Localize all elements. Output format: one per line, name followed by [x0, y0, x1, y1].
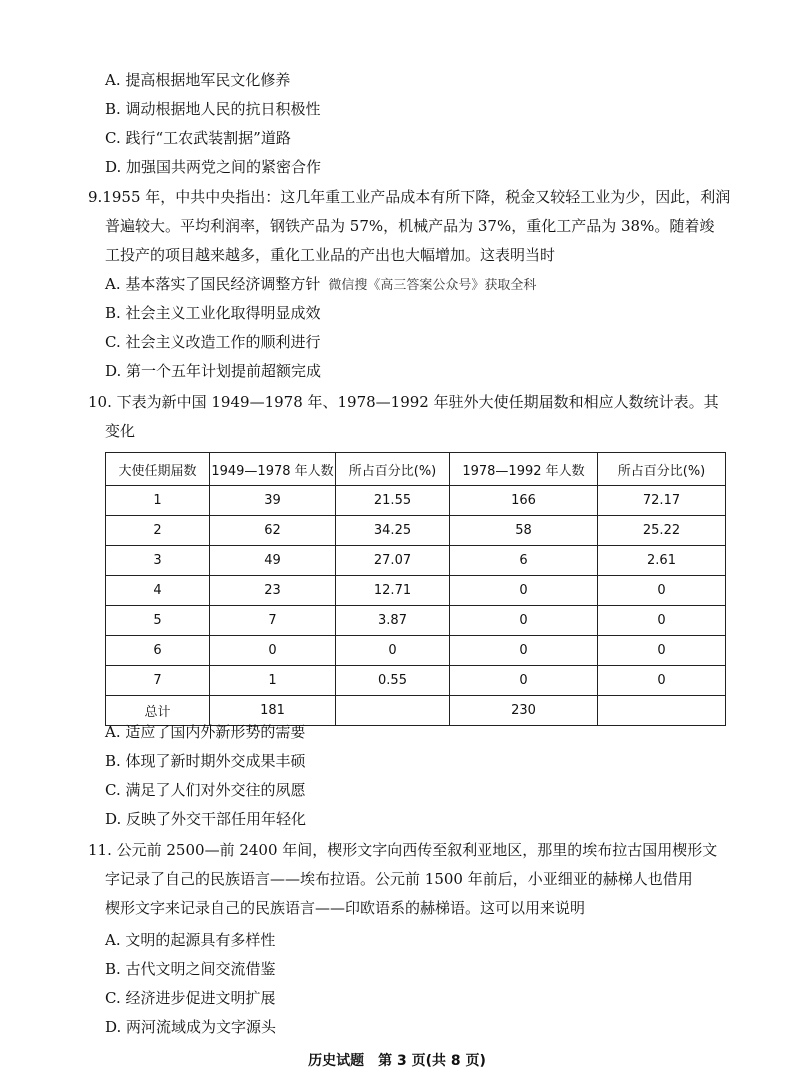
q8-option-b: B. 调动根据地人民的抗日积极性: [105, 100, 321, 118]
table-cell: 4: [106, 576, 210, 606]
table-row: [106, 576, 726, 606]
q9-option-a: A. 基本落实了国民经济调整方针: [105, 275, 321, 293]
page-footer: 历史试题 第 3 页(共 8 页): [308, 1053, 486, 1069]
table-row: [106, 636, 726, 666]
table-total-row: [106, 696, 726, 726]
q11-option-c: C. 经济进步促进文明扩展: [105, 989, 276, 1007]
q9-option-a-line: [105, 274, 536, 296]
q11-option-d: D. 两河流域成为文字源头: [105, 1018, 277, 1036]
table-cell: 166: [450, 486, 598, 516]
q11-option-a: A. 文明的起源具有多样性: [105, 931, 276, 949]
q8-option-c: C. 践行“工农武装割据”道路: [105, 129, 291, 147]
table-row: [106, 606, 726, 636]
ambassador-stats-table: [105, 452, 726, 726]
table-cell: 39: [210, 486, 336, 516]
q10-option-d: D. 反映了外交干部任用年轻化: [105, 810, 307, 828]
table-cell: 181: [210, 696, 336, 726]
q10-stem-line-1: 10. 下表为新中国 1949—1978 年、1978—1992 年驻外大使任期届数和相应人数统计表。其: [88, 393, 719, 411]
table-cell: 12.71: [336, 576, 450, 606]
table-cell: 0: [598, 576, 726, 606]
q9-stem-line-2: 普遍较大。平均利润率，钢铁产品为 57%，机械产品为 37%，重化工产品为 38%。随着竣: [105, 217, 715, 235]
table-cell: 3.87: [336, 606, 450, 636]
table-cell: 72.17: [598, 486, 726, 516]
table-header-cell: 1949—1978 年人数: [210, 453, 336, 486]
watermark-ad-text: 微信搜《高三答案公众号》获取全科: [328, 278, 537, 293]
table-header-cell: 所占百分比(%): [598, 453, 726, 486]
table-row: [106, 516, 726, 546]
table-cell: 总计: [106, 696, 210, 726]
table-cell: 34.25: [336, 516, 450, 546]
q8-option-a: A. 提高根据地军民文化修养: [105, 71, 291, 89]
table-cell: 7: [210, 606, 336, 636]
q11-option-b: B. 古代文明之间交流借鉴: [105, 960, 276, 978]
table-cell: 58: [450, 516, 598, 546]
table-header-cell: 所占百分比(%): [336, 453, 450, 486]
table-cell: 62: [210, 516, 336, 546]
table-cell: [598, 696, 726, 726]
table-cell: 2.61: [598, 546, 726, 576]
table-cell: 7: [106, 666, 210, 696]
q10-option-b: B. 体现了新时期外交成果丰硕: [105, 752, 306, 770]
table-cell: 23: [210, 576, 336, 606]
table-cell: 0: [598, 636, 726, 666]
table-cell: 0.55: [336, 666, 450, 696]
q11-stem-line-1: 11. 公元前 2500—前 2400 年间，楔形文字向西传至叙利亚地区，那里的埃布拉古国用楔形文: [88, 841, 718, 859]
table-header-row: [106, 453, 726, 486]
table-cell: 0: [450, 666, 598, 696]
table-cell: 1: [210, 666, 336, 696]
q11-stem-line-3: 楔形文字来记录自己的民族语言——印欧语系的赫梯语。这可以用来说明: [105, 899, 586, 917]
table-cell: 3: [106, 546, 210, 576]
q9-option-c: C. 社会主义改造工作的顺利进行: [105, 333, 321, 351]
table-cell: 21.55: [336, 486, 450, 516]
table-cell: 6: [106, 636, 210, 666]
table-cell: 5: [106, 606, 210, 636]
table-row: [106, 666, 726, 696]
table-cell: 230: [450, 696, 598, 726]
q9-option-b: B. 社会主义工业化取得明显成效: [105, 304, 321, 322]
table-cell: 6: [450, 546, 598, 576]
q9-stem-line-1: 9.1955 年，中共中央指出：这几年重工业产品成本有所下降，税金又较轻工业为少，因此，利润: [88, 188, 731, 206]
table-row: [106, 546, 726, 576]
q8-option-d: D. 加强国共两党之间的紧密合作: [105, 158, 322, 176]
table-header-cell: 大使任期届数: [106, 453, 210, 486]
table-cell: 27.07: [336, 546, 450, 576]
table-row: [106, 486, 726, 516]
table-cell: 0: [210, 636, 336, 666]
table-cell: [336, 696, 450, 726]
table-cell: 25.22: [598, 516, 726, 546]
table-cell: 1: [106, 486, 210, 516]
table-cell: 0: [598, 606, 726, 636]
table-header-cell: 1978—1992 年人数: [450, 453, 598, 486]
table-cell: 0: [450, 606, 598, 636]
table-cell: 0: [598, 666, 726, 696]
table-cell: 49: [210, 546, 336, 576]
q10-option-c: C. 满足了人们对外交往的夙愿: [105, 781, 306, 799]
q10-stem-line-2: 变化: [105, 422, 136, 440]
table-cell: 2: [106, 516, 210, 546]
q10-option-a: A. 适应了国内外新形势的需要: [105, 723, 306, 741]
q9-option-d: D. 第一个五年计划提前超额完成: [105, 362, 322, 380]
table-cell: 0: [336, 636, 450, 666]
q11-stem-line-2: 字记录了自己的民族语言——埃布拉语。公元前 1500 年前后，小亚细亚的赫梯人也借用: [105, 870, 693, 888]
table-cell: 0: [450, 576, 598, 606]
q9-stem-line-3: 工投产的项目越来越多，重化工业品的产出也大幅增加。这表明当时: [105, 246, 556, 264]
table-cell: 0: [450, 636, 598, 666]
